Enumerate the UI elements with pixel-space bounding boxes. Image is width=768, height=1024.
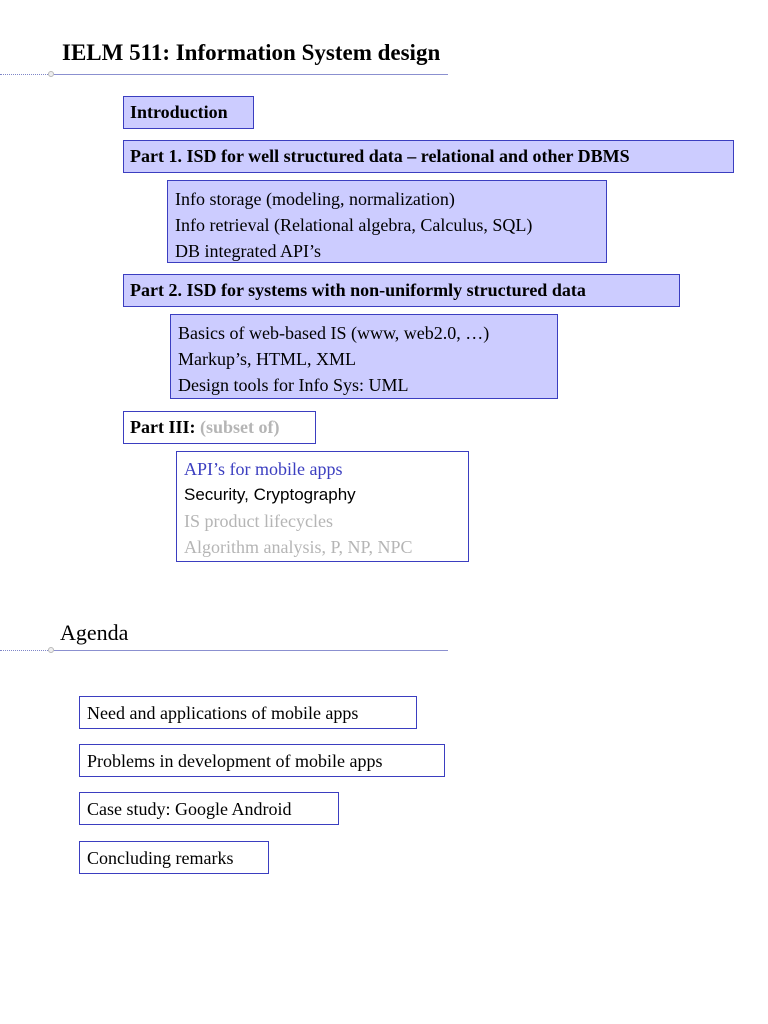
part1-box bbox=[123, 140, 734, 173]
agenda-item: Need and applications of mobile apps bbox=[79, 696, 417, 729]
title-rule-left bbox=[0, 74, 50, 75]
part1-items-box bbox=[167, 180, 607, 263]
agenda-rule-left bbox=[0, 650, 50, 651]
part3-label: Part III: bbox=[130, 417, 196, 437]
part2-item: Basics of web-based IS (www, web2.0, …) bbox=[178, 323, 490, 343]
agenda-item: Concluding remarks bbox=[79, 841, 269, 874]
part3-item: Algorithm analysis, P, NP, NPC bbox=[184, 537, 413, 557]
part2-label: Part 2. ISD for systems with non-uniformly structured data bbox=[130, 280, 586, 300]
part1-item: Info retrieval (Relational algebra, Calculus, SQL) bbox=[175, 215, 533, 235]
part1-label: Part 1. ISD for well structured data – relational and other DBMS bbox=[130, 146, 630, 166]
introduction-box bbox=[123, 96, 254, 129]
part3-items-box bbox=[176, 451, 469, 562]
part1-item: Info storage (modeling, normalization) bbox=[175, 189, 455, 209]
part3-box bbox=[123, 411, 316, 444]
part3-item: Security, Cryptography bbox=[184, 485, 356, 504]
agenda-item: Case study: Google Android bbox=[79, 792, 339, 825]
page-title: IELM 511: Information System design bbox=[62, 40, 441, 65]
part2-box bbox=[123, 274, 680, 307]
agenda-rule bbox=[54, 650, 448, 651]
part2-items-box bbox=[170, 314, 558, 399]
agenda-item: Problems in development of mobile apps bbox=[79, 744, 445, 777]
title-rule bbox=[54, 74, 448, 75]
part1-item: DB integrated API’s bbox=[175, 241, 321, 261]
part2-item: Markup’s, HTML, XML bbox=[178, 349, 356, 369]
part3-item: IS product lifecycles bbox=[184, 511, 333, 531]
agenda-title: Agenda bbox=[60, 620, 129, 645]
part2-item: Design tools for Info Sys: UML bbox=[178, 375, 409, 395]
part3-item: API’s for mobile apps bbox=[184, 459, 343, 479]
part3-qualifier: (subset of) bbox=[200, 417, 280, 437]
introduction-label: Introduction bbox=[130, 102, 228, 122]
